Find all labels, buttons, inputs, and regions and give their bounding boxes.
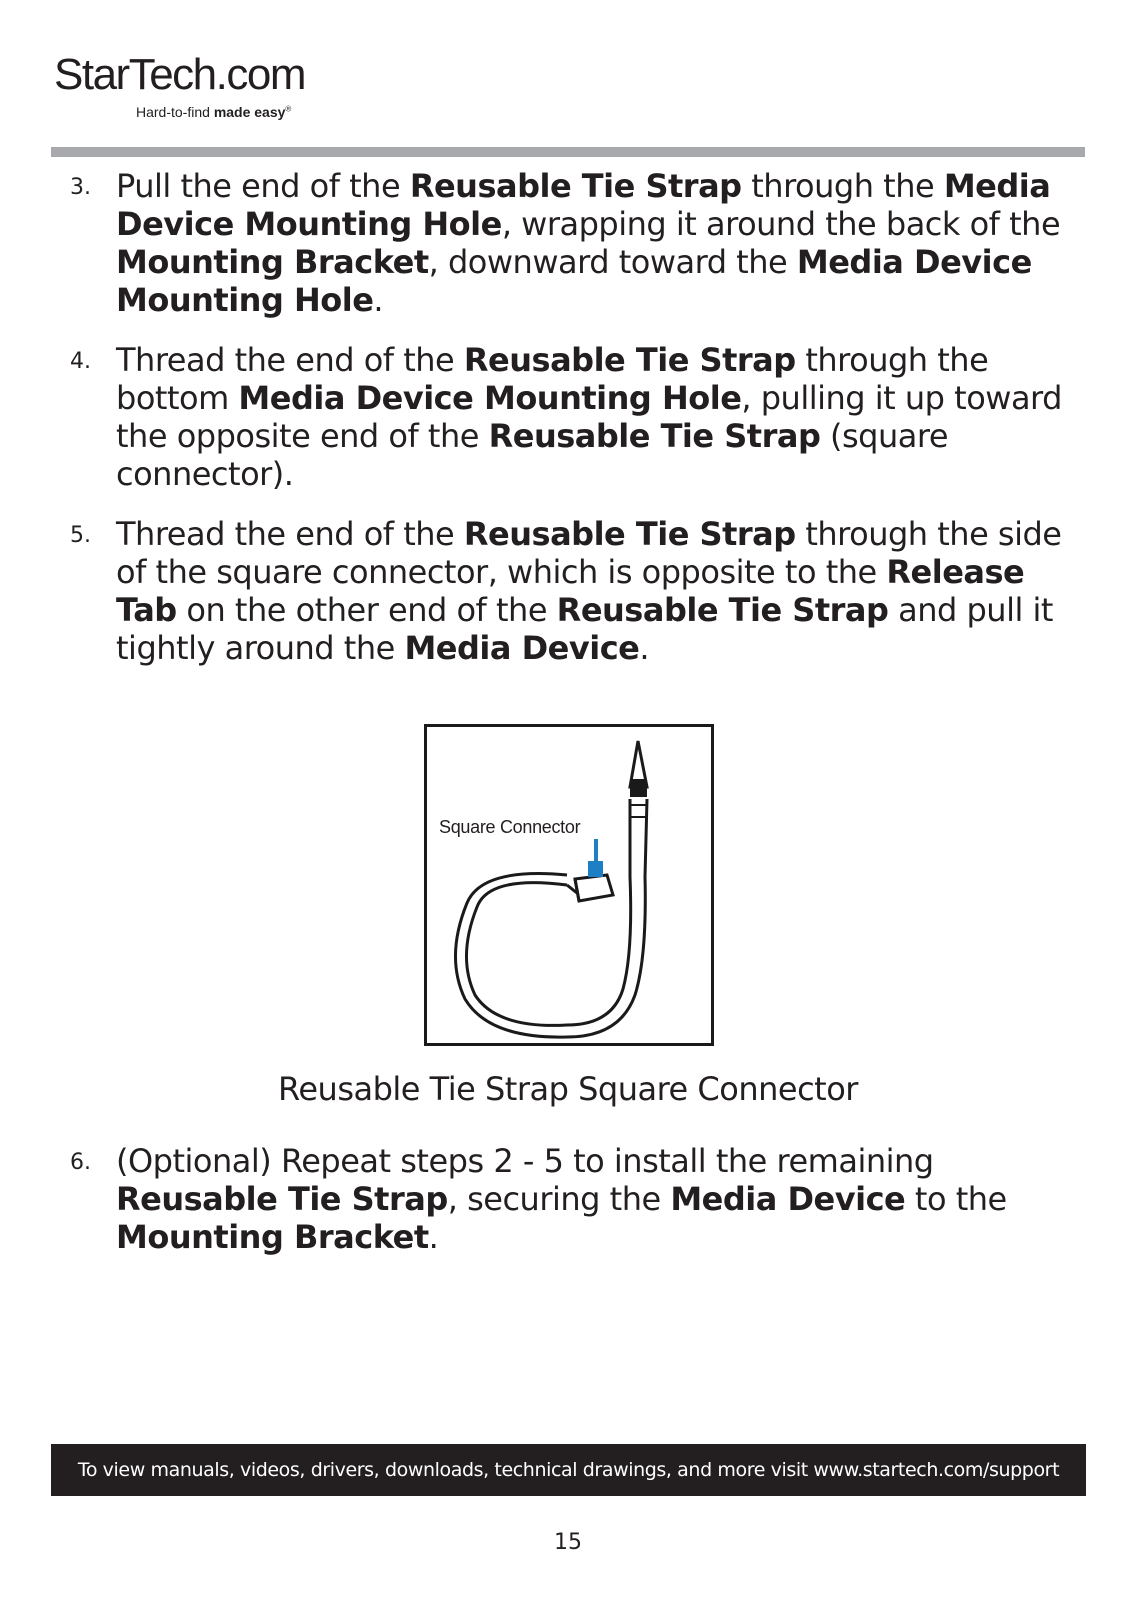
instruction-steps — [70, 167, 1090, 689]
step-text-segment: and pull it tightly around the — [116, 591, 1053, 667]
step-term: Release Tab — [116, 553, 1025, 629]
step-text-segment: Thread the end of the — [116, 515, 464, 553]
figure-label: Square Connector — [439, 817, 581, 837]
header-rule — [51, 147, 1085, 157]
pointer-arrow — [594, 839, 598, 863]
step-term: Media Device Mounting Hole — [238, 379, 742, 417]
square-connector-figure — [424, 724, 714, 1046]
step-term: Media Device — [404, 629, 640, 667]
step-text-segment: (Optional) Repeat steps 2 - 5 to install the remaining — [116, 1142, 934, 1180]
tagline-bold: made easy — [213, 104, 286, 120]
step-text-segment: Thread the end of the — [116, 341, 464, 379]
tie-strap-drawing — [427, 727, 711, 1043]
step-text-segment: . — [639, 629, 650, 667]
step-term: Reusable Tie Strap — [556, 591, 889, 629]
step-text-segment: , pulling it up toward the opposite end of the — [116, 379, 1062, 455]
step-term: Reusable Tie Strap — [116, 1180, 448, 1218]
step-text-segment: (square connector). — [116, 417, 949, 493]
step-number: 4. — [70, 349, 91, 374]
step-number: 6. — [70, 1150, 91, 1175]
step-text — [116, 167, 1090, 319]
step-item — [70, 341, 1090, 493]
step-text — [116, 1142, 1090, 1256]
step-text-segment: . — [373, 281, 384, 319]
step-term: Mounting Bracket — [116, 1218, 429, 1256]
support-footer: To view manuals, videos, drivers, downloads, technical drawings, and more visit www.startech.com/support — [51, 1444, 1086, 1496]
step-text-segment: . — [428, 1218, 439, 1256]
brand-tagline — [136, 104, 291, 120]
step-text-segment: through the — [741, 167, 944, 205]
step-term: Mounting Bracket — [116, 243, 429, 281]
step-item — [70, 167, 1090, 319]
figure-caption: Reusable Tie Strap Square Connector — [278, 1070, 858, 1108]
step-term: Media Device — [670, 1180, 906, 1218]
step-text-segment: on the other end of the — [176, 591, 557, 629]
step-term: Reusable Tie Strap — [463, 515, 796, 553]
step-number: 5. — [70, 523, 91, 548]
startech-logo — [54, 48, 324, 128]
step-number: 3. — [70, 175, 91, 200]
step-text-segment: , wrapping it around the back of the — [501, 205, 1061, 243]
step-text-segment: Pull the end of the — [116, 167, 410, 205]
step-term: Media Device Mounting Hole — [116, 243, 1032, 319]
step-text — [116, 341, 1090, 493]
instruction-steps-continued — [70, 1142, 1090, 1278]
step-text — [116, 515, 1090, 667]
step-text-segment: through the side of the square connector, which is opposite to the — [116, 515, 1062, 591]
step-text-segment: , downward toward the — [428, 243, 797, 281]
page-number: 15 — [554, 1530, 582, 1555]
brand-name: StarTech.com — [54, 50, 305, 99]
step-text-segment: to the — [905, 1180, 1007, 1218]
step-term: Reusable Tie Strap — [488, 417, 821, 455]
step-text-segment: , securing the — [447, 1180, 671, 1218]
step-item — [70, 1142, 1090, 1256]
tagline-light: Hard-to-find — [136, 104, 210, 120]
step-term: Media Device Mounting Hole — [116, 167, 1051, 243]
step-term: Reusable Tie Strap — [463, 341, 796, 379]
step-item — [70, 515, 1090, 667]
step-text-segment: through the bottom — [116, 341, 989, 417]
step-term: Reusable Tie Strap — [409, 167, 742, 205]
registered-mark: ® — [285, 104, 292, 114]
